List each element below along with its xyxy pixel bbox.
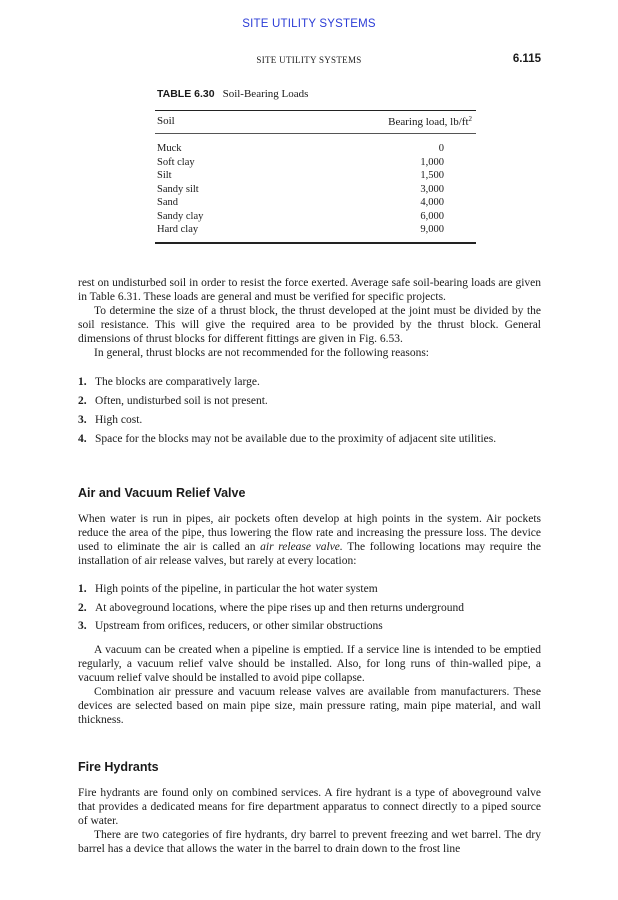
table-bottom-rule (155, 242, 476, 244)
list-item: 3. High cost. (78, 414, 143, 426)
paragraph: To determine the size of a thrust block, the thrust developed at the joint must be divided by the soil resistance. This will give the required area to be provided by the thrust block. General dimensions of thrust blocks for different fittings are given in Fig. 6.53. (78, 305, 541, 345)
paragraph: Fire hydrants are found only on combined services. A fire hydrant is a type of aboveground valve that provides a dedicated means for fire department apparatus to connect directly to a piped source of water. (78, 787, 541, 827)
table-body (157, 142, 444, 237)
locations-list (78, 580, 541, 636)
running-head: SITE UTILITY SYSTEMS (256, 55, 362, 65)
top-banner: SITE UTILITY SYSTEMS (242, 18, 376, 30)
table-row: Muck 0 (157, 143, 444, 154)
list-item: 2. At aboveground locations, where the pipe rises up and then returns underground (78, 601, 464, 614)
table-row: Sandy clay 6,000 (157, 210, 444, 222)
paragraph: Combination air pressure and vacuum release valves are available from manufacturers. These devices are selected based on main pipe size, main pressure rating, main pipe material, and wall thickness. (78, 686, 541, 726)
paragraph: In general, thrust blocks are not recommended for the following reasons: (94, 347, 429, 359)
table-number: TABLE 6.30 (157, 88, 215, 100)
paragraph: There are two categories of fire hydrants, dry barrel to prevent freezing and wet barrel. The dry barrel has a device that allows the water in the barrel to drain down to the frost line (78, 829, 541, 855)
table-caption (157, 88, 308, 100)
paragraph: When water is run in pipes, air pockets often develop at high points in the system. Air pockets reduce the area of the pipe, thus lowering the flow rate and increasing the pressure loss. The device used to eliminate the air is called an air release valve. The following locations may require the installation of air release valves, but rarely at every location: (78, 513, 542, 567)
page-number: 6.115 (512, 53, 541, 65)
table-row: Sandy silt 3,000 (157, 183, 444, 195)
vacuum-text (78, 643, 541, 727)
table-row: Sand 4,000 (157, 197, 444, 208)
list-item: 1. The blocks are comparatively large. (78, 376, 260, 388)
list-item: 3. Upstream from orifices, reducers, or other similar obstructions (78, 620, 383, 632)
table-row: Silt 1,500 (157, 170, 444, 181)
section-heading-fire-hydrants: Fire Hydrants (78, 760, 159, 774)
paragraph: A vacuum can be created when a pipeline is emptied. If a service line is intended to be emptied regularly, a vacuum relief valve should be installed. Also, for long runs of thin-walled pipe, a vacuum relief valve should be installed to avoid pipe collapse. (78, 644, 541, 684)
air-valve-text (78, 512, 541, 568)
table-row: Soft clay 1,000 (157, 156, 444, 168)
list-item: 4. Space for the blocks may not be available due to the proximity of adjacent site utilities. (78, 433, 497, 445)
fire-hydrant-text (78, 786, 541, 856)
table-title: Soil-Bearing Loads (222, 88, 309, 100)
table-header-load: Bearing load, $lb/ft^2$ (388, 115, 472, 128)
thrust-block-text (78, 276, 541, 360)
table-row: Hard clay 9,000 (157, 224, 444, 235)
reasons-list (78, 373, 541, 449)
paragraph: rest on undisturbed soil in order to resist the force exerted. Average safe soil-bearing loads are given in Table 6.31. These loads are general and must be verified for specific projects. (78, 277, 541, 303)
table-header-soil: Soil (157, 115, 175, 127)
list-item: 2. Often, undisturbed soil is not present. (78, 395, 268, 407)
section-heading-air-vacuum: Air and Vacuum Relief Valve (78, 486, 246, 500)
list-item: 1. High points of the pipeline, in particular the hot water system (78, 583, 378, 595)
table-header-rule (155, 133, 476, 134)
table-top-rule (155, 110, 476, 111)
